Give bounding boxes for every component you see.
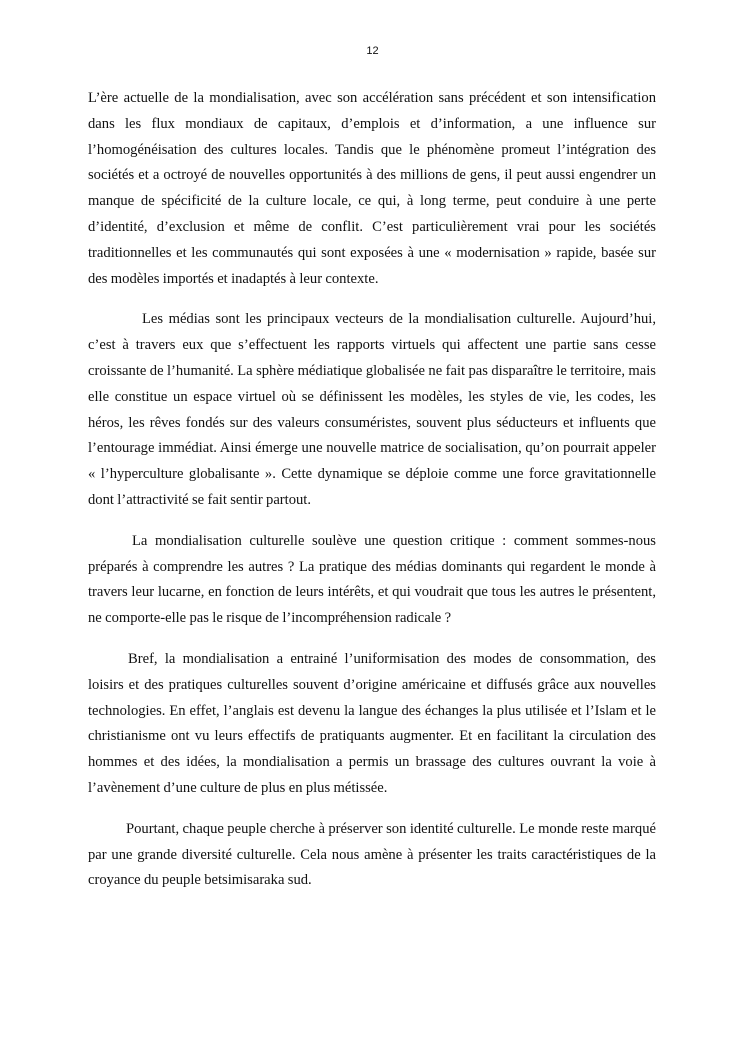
paragraph-uniformisation: Bref, la mondialisation a entrainé l’uniformisation des modes de consommation, des loisirs et des pratiques culturelles souvent d’origine américaine et diffusés grâce aux nouvelles technologies. En effet, l’anglais est devenu la langue des échanges la plus utilisée et l’Islam et le christianisme ont vu leurs effectifs de pratiquants augmenter. Et en facilitant la circulation des hommes et des idées, la mondialisation a permis un brassage des cultures ouvrant la voie à l’avènement d’une culture de plus en plus métissée. [88, 650, 656, 796]
document-body [88, 86, 656, 909]
page-number: 12 [366, 45, 379, 57]
paragraph-mondialisation-intro: L’ère actuelle de la mondialisation, avec son accélération sans précédent et son intensification dans les flux mondiaux de capitaux, d’emplois et d’information, a une influence sur l’homogénéisation des cultures locales. Tandis que le phénomène promeut l’intégration des sociétés et a octroyé de nouvelles opportunités à des millions de gens, il peut aussi engendrer un manque de spécificité de la culture locale, ce qui, à long terme, peut conduire à une perte d’identité, d’exclusion et même de conflit. C’est particulièrement vrai pour les sociétés traditionnelles et les communautés qui sont exposées à une « modernisation » rapide, basée sur des modèles importés et inadaptés à leur contexte. [88, 90, 656, 287]
paragraph-question-critique: La mondialisation culturelle soulève une question critique : comment sommes-nous préparés à comprendre les autres ? La pratique des médias dominants qui regardent le monde à travers leur lucarne, en fonction de leurs intérêts, et qui voudrait que tous les autres le présentent, ne comporte-elle pas le risque de l’incompréhension radicale ? [88, 532, 656, 627]
paragraph-medias: Les médias sont les principaux vecteurs de la mondialisation culturelle. Aujourd’hui, c’est à travers eux que s’effectuent les rapports virtuels qui affectent une partie sans cesse croissante de l’humanité. La sphère médiatique globalisée ne fait pas disparaître le territoire, mais elle constitue un espace virtuel où se définissent les modèles, les styles de vie, les codes, les héros, les rêves fondés sur des valeurs consuméristes, souvent plus séducteurs et influents que l’entourage immédiat. Ainsi émerge une nouvelle matrice de socialisation, qu’on pourrait appeler « l’hyperculture globalisante ». Cette dynamique se déploie comme une force gravitationnelle dont l’attractivité se fait sentir partout. [88, 311, 656, 508]
paragraph-identite-culturelle: Pourtant, chaque peuple cherche à préserver son identité culturelle. Le monde reste marqué par une grande diversité culturelle. Cela nous amène à présenter les traits caractéristiques de la croyance du peuple betsimisaraka sud. [88, 820, 656, 889]
